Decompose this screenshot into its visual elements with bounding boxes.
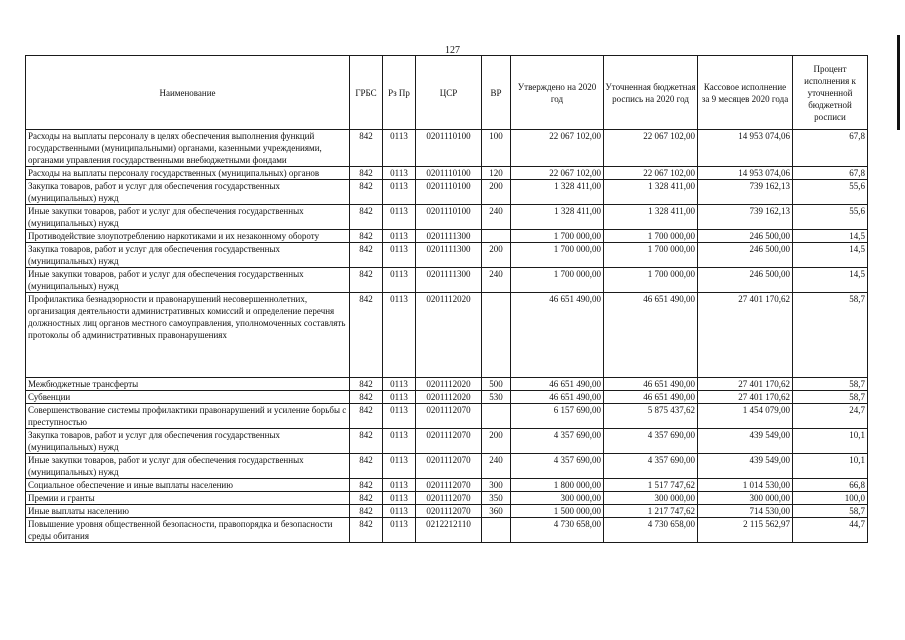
- cell-approved: 4 357 690,00: [511, 454, 604, 479]
- cell-approved: 1 328 411,00: [511, 180, 604, 205]
- cell-vr: 240: [482, 205, 511, 230]
- cell-rzpr: 0113: [383, 492, 416, 505]
- cell-name: Противодействие злоупотреблению наркотиками и их незаконному обороту: [26, 230, 350, 243]
- cell-grbs: 842: [350, 429, 383, 454]
- table-row: [26, 268, 868, 293]
- cell-rzpr: 0113: [383, 518, 416, 543]
- cell-vr: [482, 293, 511, 378]
- cell-percent: 55,6: [793, 205, 868, 230]
- cell-refined: 5 875 437,62: [604, 404, 698, 429]
- cell-refined: 1 328 411,00: [604, 205, 698, 230]
- cell-csr: 0201112070: [416, 429, 482, 454]
- header-cash: Кассовое исполнение за 9 месяцев 2020 года: [698, 56, 793, 130]
- cell-refined: 22 067 102,00: [604, 167, 698, 180]
- cell-vr: 240: [482, 268, 511, 293]
- cell-csr: 0201112070: [416, 492, 482, 505]
- cell-vr: 240: [482, 454, 511, 479]
- cell-csr: 0201112020: [416, 391, 482, 404]
- cell-grbs: 842: [350, 454, 383, 479]
- cell-rzpr: 0113: [383, 505, 416, 518]
- cell-percent: 58,7: [793, 378, 868, 391]
- cell-vr: 100: [482, 130, 511, 167]
- cell-name: Совершенствование системы профилактики правонарушений и усиление борьбы с преступностью: [26, 404, 350, 429]
- cell-csr: 0201110100: [416, 167, 482, 180]
- cell-refined: 4 357 690,00: [604, 454, 698, 479]
- cell-grbs: 842: [350, 130, 383, 167]
- cell-vr: 530: [482, 391, 511, 404]
- cell-name: Иные закупки товаров, работ и услуг для обеспечения государственных (муниципальных) нужд: [26, 205, 350, 230]
- cell-approved: 46 651 490,00: [511, 391, 604, 404]
- cell-vr: 200: [482, 429, 511, 454]
- cell-rzpr: 0113: [383, 404, 416, 429]
- cell-grbs: 842: [350, 243, 383, 268]
- cell-approved: 4 357 690,00: [511, 429, 604, 454]
- cell-grbs: 842: [350, 518, 383, 543]
- cell-rzpr: 0113: [383, 180, 416, 205]
- cell-grbs: 842: [350, 268, 383, 293]
- cell-percent: 24,7: [793, 404, 868, 429]
- cell-name: Субвенции: [26, 391, 350, 404]
- cell-rzpr: 0113: [383, 429, 416, 454]
- cell-grbs: 842: [350, 391, 383, 404]
- scan-edge-mark: [897, 35, 900, 130]
- cell-cash: 1 014 530,00: [698, 479, 793, 492]
- cell-refined: 4 730 658,00: [604, 518, 698, 543]
- cell-cash: 27 401 170,62: [698, 391, 793, 404]
- cell-refined: 1 217 747,62: [604, 505, 698, 518]
- cell-cash: 27 401 170,62: [698, 378, 793, 391]
- cell-approved: 1 500 000,00: [511, 505, 604, 518]
- cell-grbs: 842: [350, 492, 383, 505]
- table-row: [26, 454, 868, 479]
- cell-name: Иные выплаты населению: [26, 505, 350, 518]
- cell-grbs: 842: [350, 293, 383, 378]
- header-vr: ВР: [482, 56, 511, 130]
- header-name: Наименование: [26, 56, 350, 130]
- cell-percent: 67,8: [793, 130, 868, 167]
- cell-csr: 0201111300: [416, 243, 482, 268]
- cell-vr: 360: [482, 505, 511, 518]
- cell-csr: 0201112070: [416, 404, 482, 429]
- cell-refined: 1 328 411,00: [604, 180, 698, 205]
- cell-cash: 739 162,13: [698, 180, 793, 205]
- cell-rzpr: 0113: [383, 268, 416, 293]
- cell-approved: 46 651 490,00: [511, 293, 604, 378]
- cell-rzpr: 0113: [383, 293, 416, 378]
- cell-csr: 0201110100: [416, 130, 482, 167]
- cell-approved: 22 067 102,00: [511, 167, 604, 180]
- cell-vr: [482, 230, 511, 243]
- cell-cash: 27 401 170,62: [698, 293, 793, 378]
- cell-percent: 55,6: [793, 180, 868, 205]
- cell-approved: 4 730 658,00: [511, 518, 604, 543]
- table-row: [26, 293, 868, 378]
- cell-percent: 10,1: [793, 454, 868, 479]
- cell-rzpr: 0113: [383, 378, 416, 391]
- cell-csr: 0201111300: [416, 230, 482, 243]
- cell-percent: 10,1: [793, 429, 868, 454]
- cell-cash: 14 953 074,06: [698, 167, 793, 180]
- cell-percent: 58,7: [793, 505, 868, 518]
- cell-grbs: 842: [350, 505, 383, 518]
- cell-approved: 1 700 000,00: [511, 230, 604, 243]
- cell-csr: 0201112070: [416, 479, 482, 492]
- table-row: [26, 518, 868, 543]
- table-body: [26, 130, 868, 543]
- cell-percent: 58,7: [793, 293, 868, 378]
- budget-table: [25, 55, 868, 543]
- cell-cash: 1 454 079,00: [698, 404, 793, 429]
- cell-rzpr: 0113: [383, 391, 416, 404]
- table-row: [26, 378, 868, 391]
- cell-name: Закупка товаров, работ и услуг для обеспечения государственных (муниципальных) нужд: [26, 243, 350, 268]
- cell-name: Иные закупки товаров, работ и услуг для обеспечения государственных (муниципальных) нужд: [26, 454, 350, 479]
- cell-approved: 1 700 000,00: [511, 243, 604, 268]
- cell-name: Премии и гранты: [26, 492, 350, 505]
- cell-refined: 1 700 000,00: [604, 268, 698, 293]
- cell-rzpr: 0113: [383, 243, 416, 268]
- cell-rzpr: 0113: [383, 130, 416, 167]
- header-rzpr: Рз Пр: [383, 56, 416, 130]
- table-row: [26, 230, 868, 243]
- table-row: [26, 130, 868, 167]
- cell-rzpr: 0113: [383, 230, 416, 243]
- cell-approved: 1 700 000,00: [511, 268, 604, 293]
- cell-csr: 0201110100: [416, 205, 482, 230]
- cell-refined: 22 067 102,00: [604, 130, 698, 167]
- header-grbs: ГРБС: [350, 56, 383, 130]
- header-refined: Уточненная бюджетная роспись на 2020 год: [604, 56, 698, 130]
- cell-percent: 44,7: [793, 518, 868, 543]
- cell-approved: 1 328 411,00: [511, 205, 604, 230]
- cell-vr: 200: [482, 180, 511, 205]
- cell-csr: 0201112020: [416, 378, 482, 391]
- cell-name: Социальное обеспечение и иные выплаты населению: [26, 479, 350, 492]
- cell-cash: 246 500,00: [698, 243, 793, 268]
- cell-csr: 0201112070: [416, 505, 482, 518]
- cell-cash: 246 500,00: [698, 230, 793, 243]
- cell-refined: 1 700 000,00: [604, 243, 698, 268]
- cell-refined: 1 517 747,62: [604, 479, 698, 492]
- cell-percent: 66,8: [793, 479, 868, 492]
- page-number: 127: [445, 45, 460, 56]
- cell-approved: 6 157 690,00: [511, 404, 604, 429]
- cell-name: Расходы на выплаты персоналу государственных (муниципальных) органов: [26, 167, 350, 180]
- cell-grbs: 842: [350, 404, 383, 429]
- cell-cash: 246 500,00: [698, 268, 793, 293]
- table-row: [26, 180, 868, 205]
- cell-vr: 500: [482, 378, 511, 391]
- cell-name: Профилактика безнадзорности и правонарушений несовершеннолетних, организация деятельности административных комиссий и определение перечня должностных лиц органов местного самоуправления, уполномоченных составлять протоколы об административных правонарушениях: [26, 293, 350, 378]
- cell-vr: [482, 518, 511, 543]
- cell-csr: 0201110100: [416, 180, 482, 205]
- cell-percent: 14,5: [793, 243, 868, 268]
- cell-approved: 1 800 000,00: [511, 479, 604, 492]
- cell-grbs: 842: [350, 479, 383, 492]
- cell-percent: 14,5: [793, 230, 868, 243]
- cell-csr: 0201112070: [416, 454, 482, 479]
- cell-cash: 739 162,13: [698, 205, 793, 230]
- table-row: [26, 479, 868, 492]
- cell-approved: 46 651 490,00: [511, 378, 604, 391]
- header-row: [26, 56, 868, 130]
- cell-name: Закупка товаров, работ и услуг для обеспечения государственных (муниципальных) нужд: [26, 429, 350, 454]
- header-csr: ЦСР: [416, 56, 482, 130]
- cell-csr: 0201111300: [416, 268, 482, 293]
- cell-percent: 14,5: [793, 268, 868, 293]
- cell-cash: 14 953 074,06: [698, 130, 793, 167]
- cell-vr: 300: [482, 479, 511, 492]
- cell-grbs: 842: [350, 230, 383, 243]
- cell-name: Расходы на выплаты персоналу в целях обеспечения выполнения функций государственными (муниципальными) органами, казенными учреждениями, органами управления государственными внебюджетными фондами: [26, 130, 350, 167]
- cell-csr: 0201112020: [416, 293, 482, 378]
- cell-rzpr: 0113: [383, 167, 416, 180]
- cell-refined: 46 651 490,00: [604, 378, 698, 391]
- cell-refined: 300 000,00: [604, 492, 698, 505]
- cell-name: Иные закупки товаров, работ и услуг для обеспечения государственных (муниципальных) нужд: [26, 268, 350, 293]
- cell-percent: 58,7: [793, 391, 868, 404]
- cell-vr: 200: [482, 243, 511, 268]
- table-row: [26, 505, 868, 518]
- cell-approved: 22 067 102,00: [511, 130, 604, 167]
- cell-name: Закупка товаров, работ и услуг для обеспечения государственных (муниципальных) нужд: [26, 180, 350, 205]
- cell-cash: 439 549,00: [698, 429, 793, 454]
- table-row: [26, 404, 868, 429]
- cell-name: Повышение уровня общественной безопасности, правопорядка и безопасности среды обитания: [26, 518, 350, 543]
- cell-refined: 46 651 490,00: [604, 391, 698, 404]
- cell-refined: 1 700 000,00: [604, 230, 698, 243]
- cell-rzpr: 0113: [383, 479, 416, 492]
- table-row: [26, 391, 868, 404]
- cell-vr: [482, 404, 511, 429]
- cell-refined: 46 651 490,00: [604, 293, 698, 378]
- table-row: [26, 429, 868, 454]
- header-percent: Процент исполнения к уточненной бюджетной росписи: [793, 56, 868, 130]
- cell-rzpr: 0113: [383, 205, 416, 230]
- cell-rzpr: 0113: [383, 454, 416, 479]
- cell-approved: 300 000,00: [511, 492, 604, 505]
- cell-csr: 0212212110: [416, 518, 482, 543]
- cell-percent: 67,8: [793, 167, 868, 180]
- cell-vr: 120: [482, 167, 511, 180]
- cell-grbs: 842: [350, 378, 383, 391]
- cell-grbs: 842: [350, 167, 383, 180]
- cell-cash: 300 000,00: [698, 492, 793, 505]
- header-approved: Утверждено на 2020 год: [511, 56, 604, 130]
- cell-name: Межбюджетные трансферты: [26, 378, 350, 391]
- table-row: [26, 205, 868, 230]
- table-row: [26, 492, 868, 505]
- cell-grbs: 842: [350, 205, 383, 230]
- cell-percent: 100,0: [793, 492, 868, 505]
- cell-cash: 2 115 562,97: [698, 518, 793, 543]
- cell-cash: 439 549,00: [698, 454, 793, 479]
- table-row: [26, 167, 868, 180]
- cell-refined: 4 357 690,00: [604, 429, 698, 454]
- cell-vr: 350: [482, 492, 511, 505]
- table-row: [26, 243, 868, 268]
- cell-grbs: 842: [350, 180, 383, 205]
- cell-cash: 714 530,00: [698, 505, 793, 518]
